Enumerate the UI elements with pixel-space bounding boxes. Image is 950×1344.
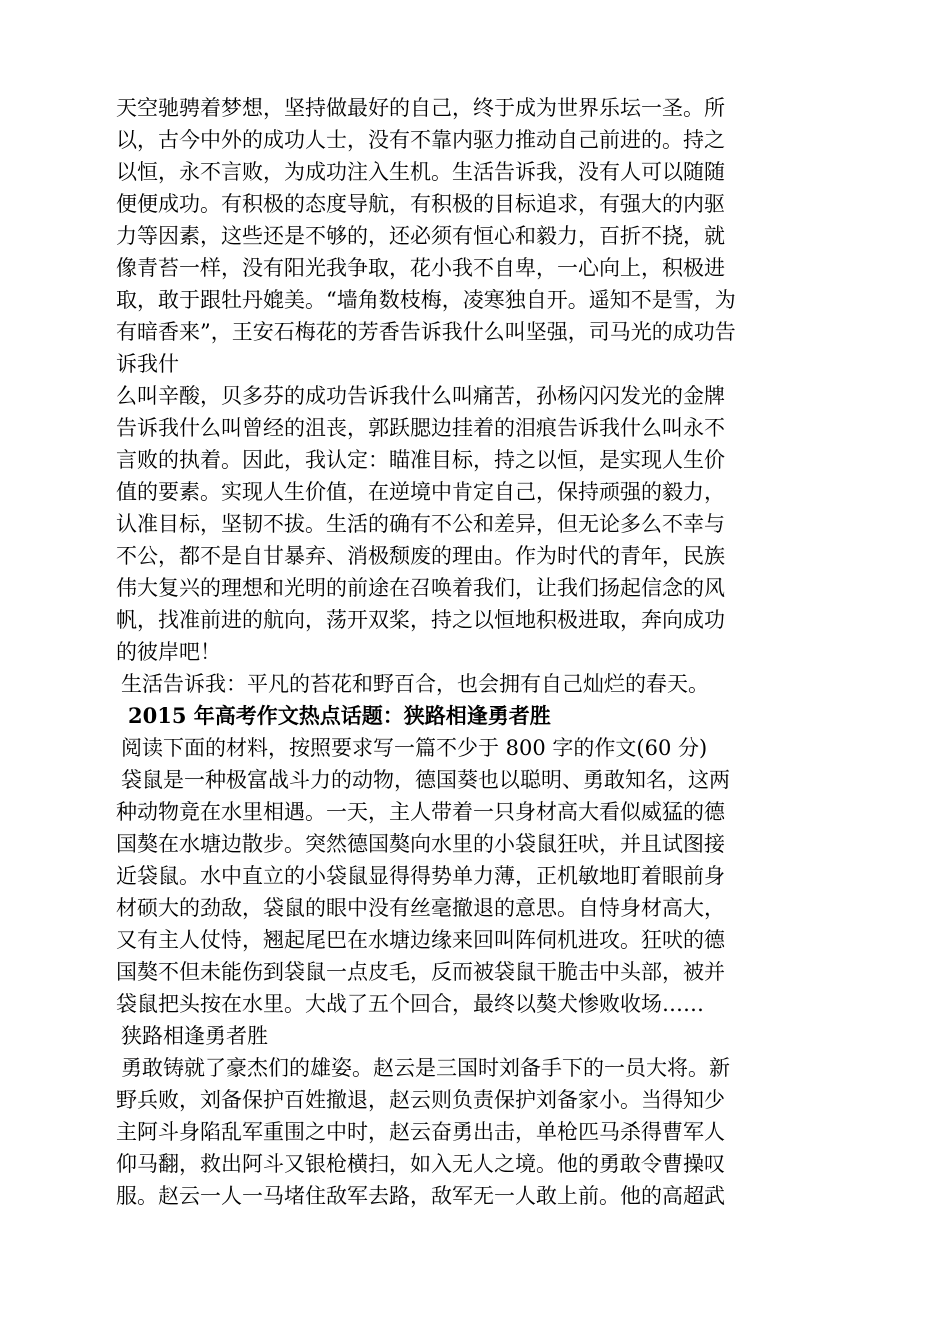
text-line: 国獒在水塘边散步。突然德国獒向水里的小袋鼠狂吠，并且试图接 [116, 832, 725, 856]
text-line: 天空驰骋着梦想，坚持做最好的自己，终于成为世界乐坛一圣。所 [116, 96, 725, 120]
text-line: 便便成功。有积极的态度导航，有积极的目标追求，有强大的内驱 [116, 192, 725, 216]
text-line: 材硕大的劲敌，袋鼠的眼中没有丝毫撤退的意思。自恃身材高大， [116, 896, 725, 920]
text-line: 的彼岸吧！ [116, 640, 221, 664]
text-line: 不公，都不是自甘暴弃、消极颓废的理由。作为时代的青年，民族 [116, 544, 725, 568]
text-line: 言败的执着。因此，我认定：瞄准目标，持之以恒，是实现人生价 [116, 448, 725, 472]
text-line: 伟大复兴的理想和光明的前途在召唤着我们，让我们扬起信念的风 [116, 576, 725, 600]
text-line: 服。赵云一人一马堵住敌军去路，敌军无一人敢上前。他的高超武 [116, 1184, 725, 1208]
document-body [116, 92, 826, 1212]
text-line: 生活告诉我：平凡的苔花和野百合，也会拥有自己灿烂的春天。 [121, 672, 709, 696]
section-heading: 2015 年高考作文热点话题：狭路相逢勇者胜 [128, 703, 551, 728]
text-line: 值的要素。实现人生价值，在逆境中肯定自己，保持顽强的毅力， [116, 480, 725, 504]
text-line: 有暗香来”，王安石梅花的芳香告诉我什么叫坚强，司马光的成功告 [116, 320, 736, 344]
text-line: 袋鼠是一种极富战斗力的动物，德国葵也以聪明、勇敢知名，这两 [121, 768, 730, 792]
text-line: 取，敢于跟牡丹媲美。“墙角数枝梅，凌寒独自开。遥知不是雪，为 [116, 288, 736, 312]
text-line: 种动物竟在水里相遇。一天，主人带着一只身材高大看似威猛的德 [116, 800, 725, 824]
text-line: 野兵败，刘备保护百姓撤退，赵云则负责保护刘备家小。当得知少 [116, 1088, 725, 1112]
text-line: 近袋鼠。水中直立的小袋鼠显得得势单力薄，正机敏地盯着眼前身 [116, 864, 725, 888]
text-line: 告诉我什么叫曾经的沮丧，郭跃腮边挂着的泪痕告诉我什么叫永不 [116, 416, 725, 440]
text-line: 勇敢铸就了豪杰们的雄姿。赵云是三国时刘备手下的一员大将。新 [121, 1056, 730, 1080]
text-line: 力等因素，这些还是不够的，还必须有恒心和毅力，百折不挠，就 [116, 224, 725, 248]
text-line: 帆，找准前进的航向，荡开双桨，持之以恒地积极进取，奔向成功 [116, 608, 725, 632]
text-line: 认准目标，坚韧不拔。生活的确有不公和差异，但无论多么不幸与 [116, 512, 725, 536]
text-line: 以恒，永不言败，为成功注入生机。生活告诉我，没有人可以随随 [116, 160, 725, 184]
text-line: 国獒不但未能伤到袋鼠一点皮毛，反而被袋鼠干脆击中头部，被并 [116, 960, 725, 984]
text-line: 诉我什 [116, 352, 179, 376]
text-line: 么叫辛酸，贝多芬的成功告诉我什么叫痛苦，孙杨闪闪发光的金牌 [116, 384, 725, 408]
text-line: 又有主人仗恃，翘起尾巴在水塘边缘来回叫阵伺机进攻。狂吠的德 [116, 928, 725, 952]
text-line: 仰马翻，救出阿斗又银枪横扫，如入无人之境。他的勇敢令曹操叹 [116, 1152, 725, 1176]
essay-title: 狭路相逢勇者胜 [121, 1024, 268, 1048]
text-line: 袋鼠把头按在水里。大战了五个回合，最终以獒犬惨败收场…… [116, 992, 704, 1016]
text-line: 以，古今中外的成功人士，没有不靠内驱力推动自己前进的。持之 [116, 128, 725, 152]
text-line: 主阿斗身陷乱军重围之中时，赵云奋勇出击，单枪匹马杀得曹军人 [116, 1120, 725, 1144]
prompt-line: 阅读下面的材料，按照要求写一篇不少于 800 字的作文(60 分) [121, 736, 708, 760]
text-line: 像青苔一样，没有阳光我争取，花小我不自卑，一心向上，积极进 [116, 256, 725, 280]
